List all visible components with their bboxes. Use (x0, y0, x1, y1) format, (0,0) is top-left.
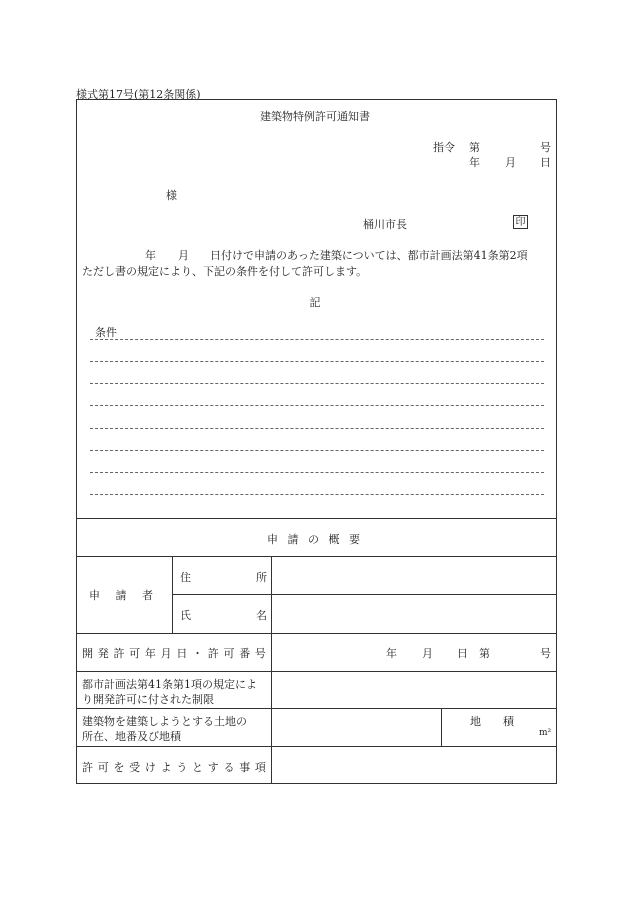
notice-title: 建築物特例許可通知書 (260, 110, 370, 123)
summary-heading: 申 請 の 概 要 (267, 533, 363, 546)
condition-line (90, 383, 544, 384)
table-rule (76, 671, 557, 672)
body-year: 年 (145, 249, 156, 262)
seal-stamp-mark: 印 (513, 215, 528, 229)
table-rule (76, 708, 557, 709)
date-month: 月 (505, 156, 516, 169)
condition-line (90, 472, 544, 473)
dev-number-prefix: 第 (479, 647, 490, 660)
ki-heading: 記 (309, 296, 321, 309)
table-rule (441, 708, 442, 746)
restriction-label-line-2: り開発許可に付された制限 (82, 693, 214, 706)
dev-number-suffix: 号 (540, 647, 551, 660)
land-label-line-1: 建築物を建築しようとする土地の (82, 715, 247, 728)
conditions-label: 条件 (95, 326, 117, 339)
table-rule (76, 556, 557, 557)
condition-line (90, 339, 544, 340)
table-rule (76, 633, 557, 634)
matter-label: 許 可 を 受 け よ う と す る 事 項 (82, 761, 266, 774)
area-label: 地 積 (470, 715, 514, 728)
body-month: 月 (178, 249, 189, 262)
table-rule (271, 556, 272, 784)
body-text-line-1: 日付けで申請のあった建築については、都市計画法第41条第2項 (210, 249, 528, 262)
form-number-label: 様式第17号(第12条関係) (76, 88, 201, 101)
dev-month: 月 (422, 647, 433, 660)
area-unit: m² (539, 728, 552, 738)
condition-line (90, 450, 544, 451)
condition-line (90, 494, 544, 495)
address-label-1: 住 (180, 571, 191, 584)
order-prefix: 第 (469, 141, 480, 154)
dev-day: 日 (457, 647, 468, 660)
dev-permit-label: 開 発 許 可 年 月 日 ・ 許 可 番 号 (82, 647, 266, 660)
condition-line (90, 405, 544, 406)
dev-year: 年 (386, 647, 397, 660)
table-rule (172, 594, 557, 595)
condition-line (90, 428, 544, 429)
order-suffix: 号 (540, 141, 551, 154)
order-label: 指令 (433, 141, 455, 154)
name-label-1: 氏 (180, 609, 191, 622)
table-rule (76, 746, 557, 747)
body-text-line-2: ただし書の規定により、下記の条件を付して許可します。 (82, 265, 368, 278)
address-label-2: 所 (256, 571, 267, 584)
restriction-label-line-1: 都市計画法第41条第1項の規定によ (82, 678, 257, 691)
date-year: 年 (469, 156, 480, 169)
name-label-2: 名 (256, 609, 267, 622)
land-label-line-2: 所在、地番及び地積 (82, 730, 181, 743)
condition-line (90, 361, 544, 362)
applicant-label: 申 請 者 (89, 589, 159, 602)
table-rule (172, 556, 173, 633)
issuer-name: 桶川市長 (363, 218, 407, 231)
addressee-suffix: 様 (166, 189, 177, 202)
date-day: 日 (540, 156, 551, 169)
